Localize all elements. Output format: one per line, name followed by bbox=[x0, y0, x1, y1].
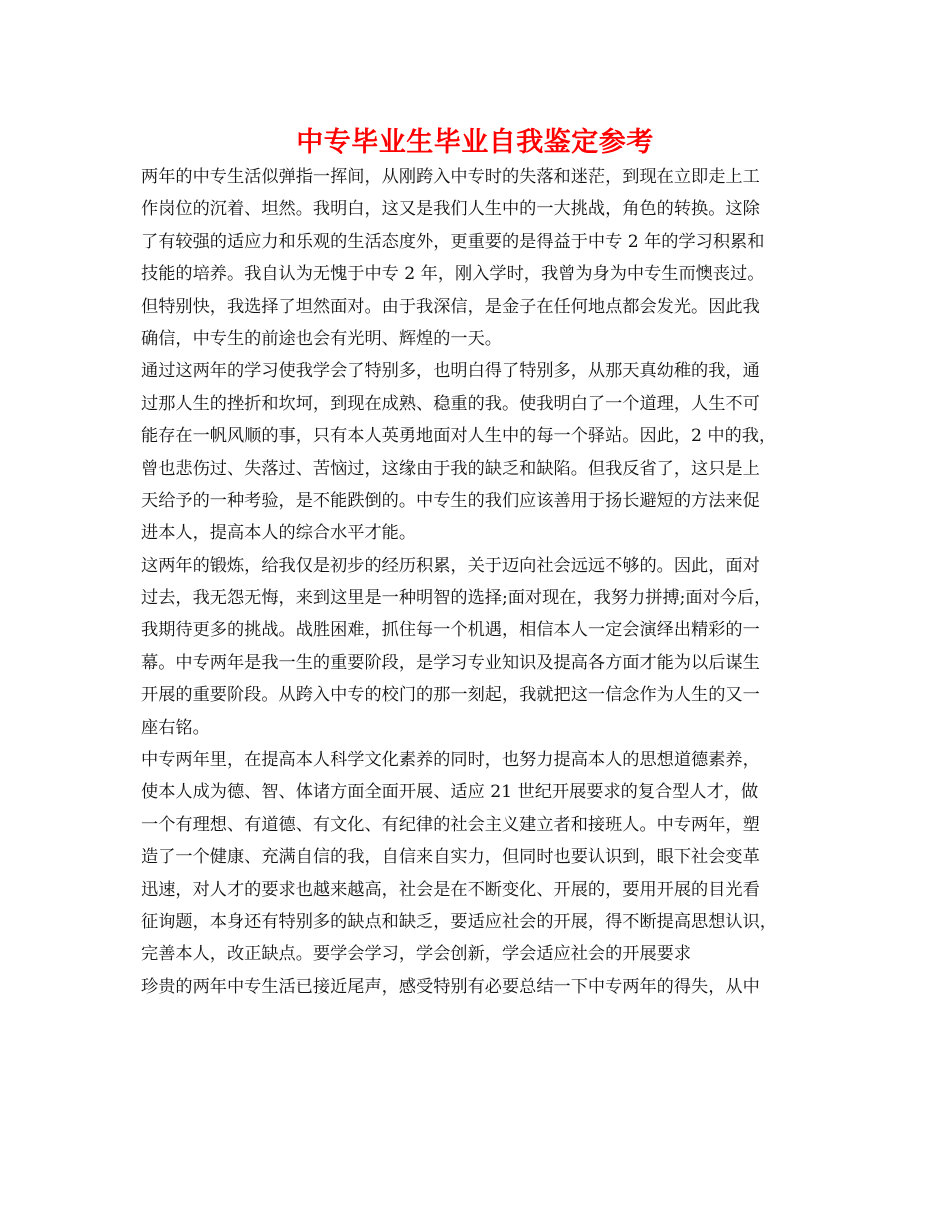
text-line: 这两年的锻炼，给我仅是初步的经历积累，关于迈向社会远远不够的。因此，面对 bbox=[141, 555, 760, 576]
document-body bbox=[141, 161, 813, 1003]
text-line: 迅速，对人才的要求也越来越高，社会是在不断变化、开展的，要用开展的目光看 bbox=[141, 879, 760, 900]
paragraph-4 bbox=[141, 744, 813, 971]
text-line: 了有较强的适应力和乐观的生活态度外，更重要的是得益于中专 2 年的学习积累和 bbox=[141, 231, 765, 252]
text-line: 通过这两年的学习使我学会了特别多，也明白得了特别多，从那天真幼稚的我，通 bbox=[141, 361, 760, 382]
text-line: 座右铭。 bbox=[141, 717, 210, 738]
text-line: 技能的培养。我自认为无愧于中专 2 年，刚入学时，我曾为身为中专生而懊丧过。 bbox=[141, 264, 765, 285]
paragraph-1 bbox=[141, 161, 813, 355]
text-line: 使本人成为德、智、体诸方面全面开展、适应 21 世纪开展要求的复合型人才，做 bbox=[141, 782, 759, 803]
text-line: 过去，我无怨无悔，来到这里是一种明智的选择;面对现在，我努力拼搏;面对今后， bbox=[141, 588, 772, 609]
text-line: 两年的中专生活似弹指一挥间，从刚跨入中专时的失落和迷茫，到现在立即走上工 bbox=[141, 167, 760, 187]
text-line: 但特别快，我选择了坦然面对。由于我深信，是金子在任何地点都会发光。因此我 bbox=[141, 296, 760, 317]
text-line: 我期待更多的挑战。战胜困难，抓住每一个机遇，相信本人一定会演绎出精彩的一 bbox=[141, 620, 760, 641]
text-line: 曾也悲伤过、失落过、苦恼过，这缘由于我的缺乏和缺陷。但我反省了，这只是上 bbox=[141, 458, 760, 479]
paragraph-5 bbox=[141, 971, 813, 1003]
text-line: 完善本人，改正缺点。要学会学习，学会创新，学会适应社会的开展要求 bbox=[141, 944, 692, 965]
text-line: 开展的重要阶段。从跨入中专的校门的那一刻起，我就把这一信念作为人生的又一 bbox=[141, 685, 760, 706]
text-line: 作岗位的沉着、坦然。我明白，这又是我们人生中的一大挑战，角色的转换。这除 bbox=[141, 199, 760, 220]
text-line: 确信，中专生的前途也会有光明、辉煌的一天。 bbox=[141, 328, 502, 349]
text-line: 征询题，本身还有特别多的缺点和缺乏，要适应社会的开展，得不断提高思想认识， bbox=[141, 911, 777, 932]
document-title: 中专毕业生毕业自我鉴定参考 bbox=[296, 127, 654, 158]
text-line: 一个有理想、有道德、有文化、有纪律的社会主义建立者和接班人。中专两年，塑 bbox=[141, 814, 760, 835]
text-line: 进本人，提高本人的综合水平才能。 bbox=[141, 523, 417, 544]
text-line: 能存在一帆风顺的事，只有本人英勇地面对人生中的每一个驿站。因此，2 中的我， bbox=[141, 426, 777, 447]
text-line: 天给予的一种考验，是不能跌倒的。中专生的我们应该善用于扬长避短的方法来促 bbox=[141, 490, 760, 511]
text-line: 造了一个健康、充满自信的我，自信来自实力，但同时也要认识到，眼下社会变革 bbox=[141, 847, 760, 868]
paragraph-2 bbox=[141, 355, 813, 549]
text-line: 幕。中专两年是我一生的重要阶段，是学习专业知识及提高各方面才能为以后谋生 bbox=[141, 652, 760, 673]
paragraph-3 bbox=[141, 550, 813, 744]
text-line: 珍贵的两年中专生活已接近尾声，感受特别有必要总结一下中专两年的得失，从中 bbox=[141, 976, 760, 997]
text-line: 过那人生的挫折和坎坷，到现在成熟、稳重的我。使我明白了一个道理，人生不可 bbox=[141, 393, 760, 414]
text-line: 中专两年里，在提高本人科学文化素养的同时，也努力提高本人的思想道德素养， bbox=[141, 750, 760, 771]
